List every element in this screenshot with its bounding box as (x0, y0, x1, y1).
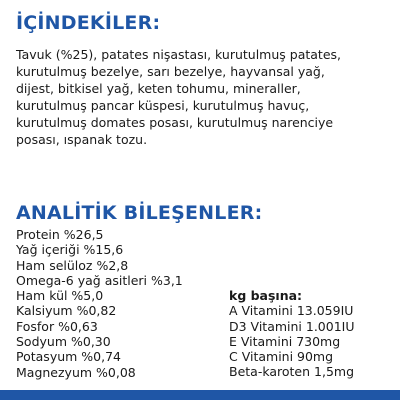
analytic-item: Kalsiyum %0,82 (16, 303, 117, 319)
analytic-item: Protein %26,5 (16, 227, 104, 242)
ingredients-line: kurutulmuş domates posası, kurutulmuş narenciye (16, 115, 334, 130)
analytic-item: Yağ içeriği %15,6 (16, 242, 124, 258)
vitamin-item: D3 Vitamini 1.001IU (229, 318, 355, 334)
vitamin-item: E Vitamini 730mg (229, 333, 341, 349)
vitamin-item: Beta-karoten 1,5mg (229, 364, 355, 380)
analytic-item: Ham selüloz %2,8 (16, 257, 129, 273)
analytic-item: Omega-6 yağ asitleri %3,1 (16, 272, 183, 288)
ingredients-line: kurutulmuş pancar küspesi, kurutulmuş havuç, (16, 98, 310, 113)
bottom-color-bar (0, 390, 400, 400)
analytic-item: Potasyum %0,74 (16, 349, 121, 365)
ingredients-line: dijest, bitkisel yağ, keten tohumu, mineraller, (16, 81, 301, 96)
vitamins-per-kg (229, 288, 355, 380)
ingredients-line: kurutulmuş bezelye, sarı bezelye, hayvansal yağ, (16, 64, 325, 79)
vitamins-title: kg başına: (229, 288, 303, 303)
analytic-item: Sodyum %0,30 (16, 334, 111, 350)
analytic-item: Ham kül %5,0 (16, 288, 104, 304)
analytic-item: Magnezyum %0,08 (16, 364, 136, 380)
analytic-components-heading: ANALİTİK BİLEŞENLER: (16, 202, 263, 224)
vitamin-item: A Vitamini 13.059IU (229, 303, 354, 319)
vitamin-item: C Vitamini 90mg (229, 349, 334, 365)
ingredients-heading: İÇİNDEKİLER: (16, 12, 161, 34)
ingredients-text (16, 46, 394, 148)
ingredients-line: Tavuk (%25), patates nişastası, kurutulmuş patates, (16, 47, 341, 62)
analytic-item: Fosfor %0,63 (16, 318, 98, 334)
analytic-components-list (16, 227, 183, 380)
ingredients-line: posası, ıspanak tozu. (16, 132, 148, 147)
